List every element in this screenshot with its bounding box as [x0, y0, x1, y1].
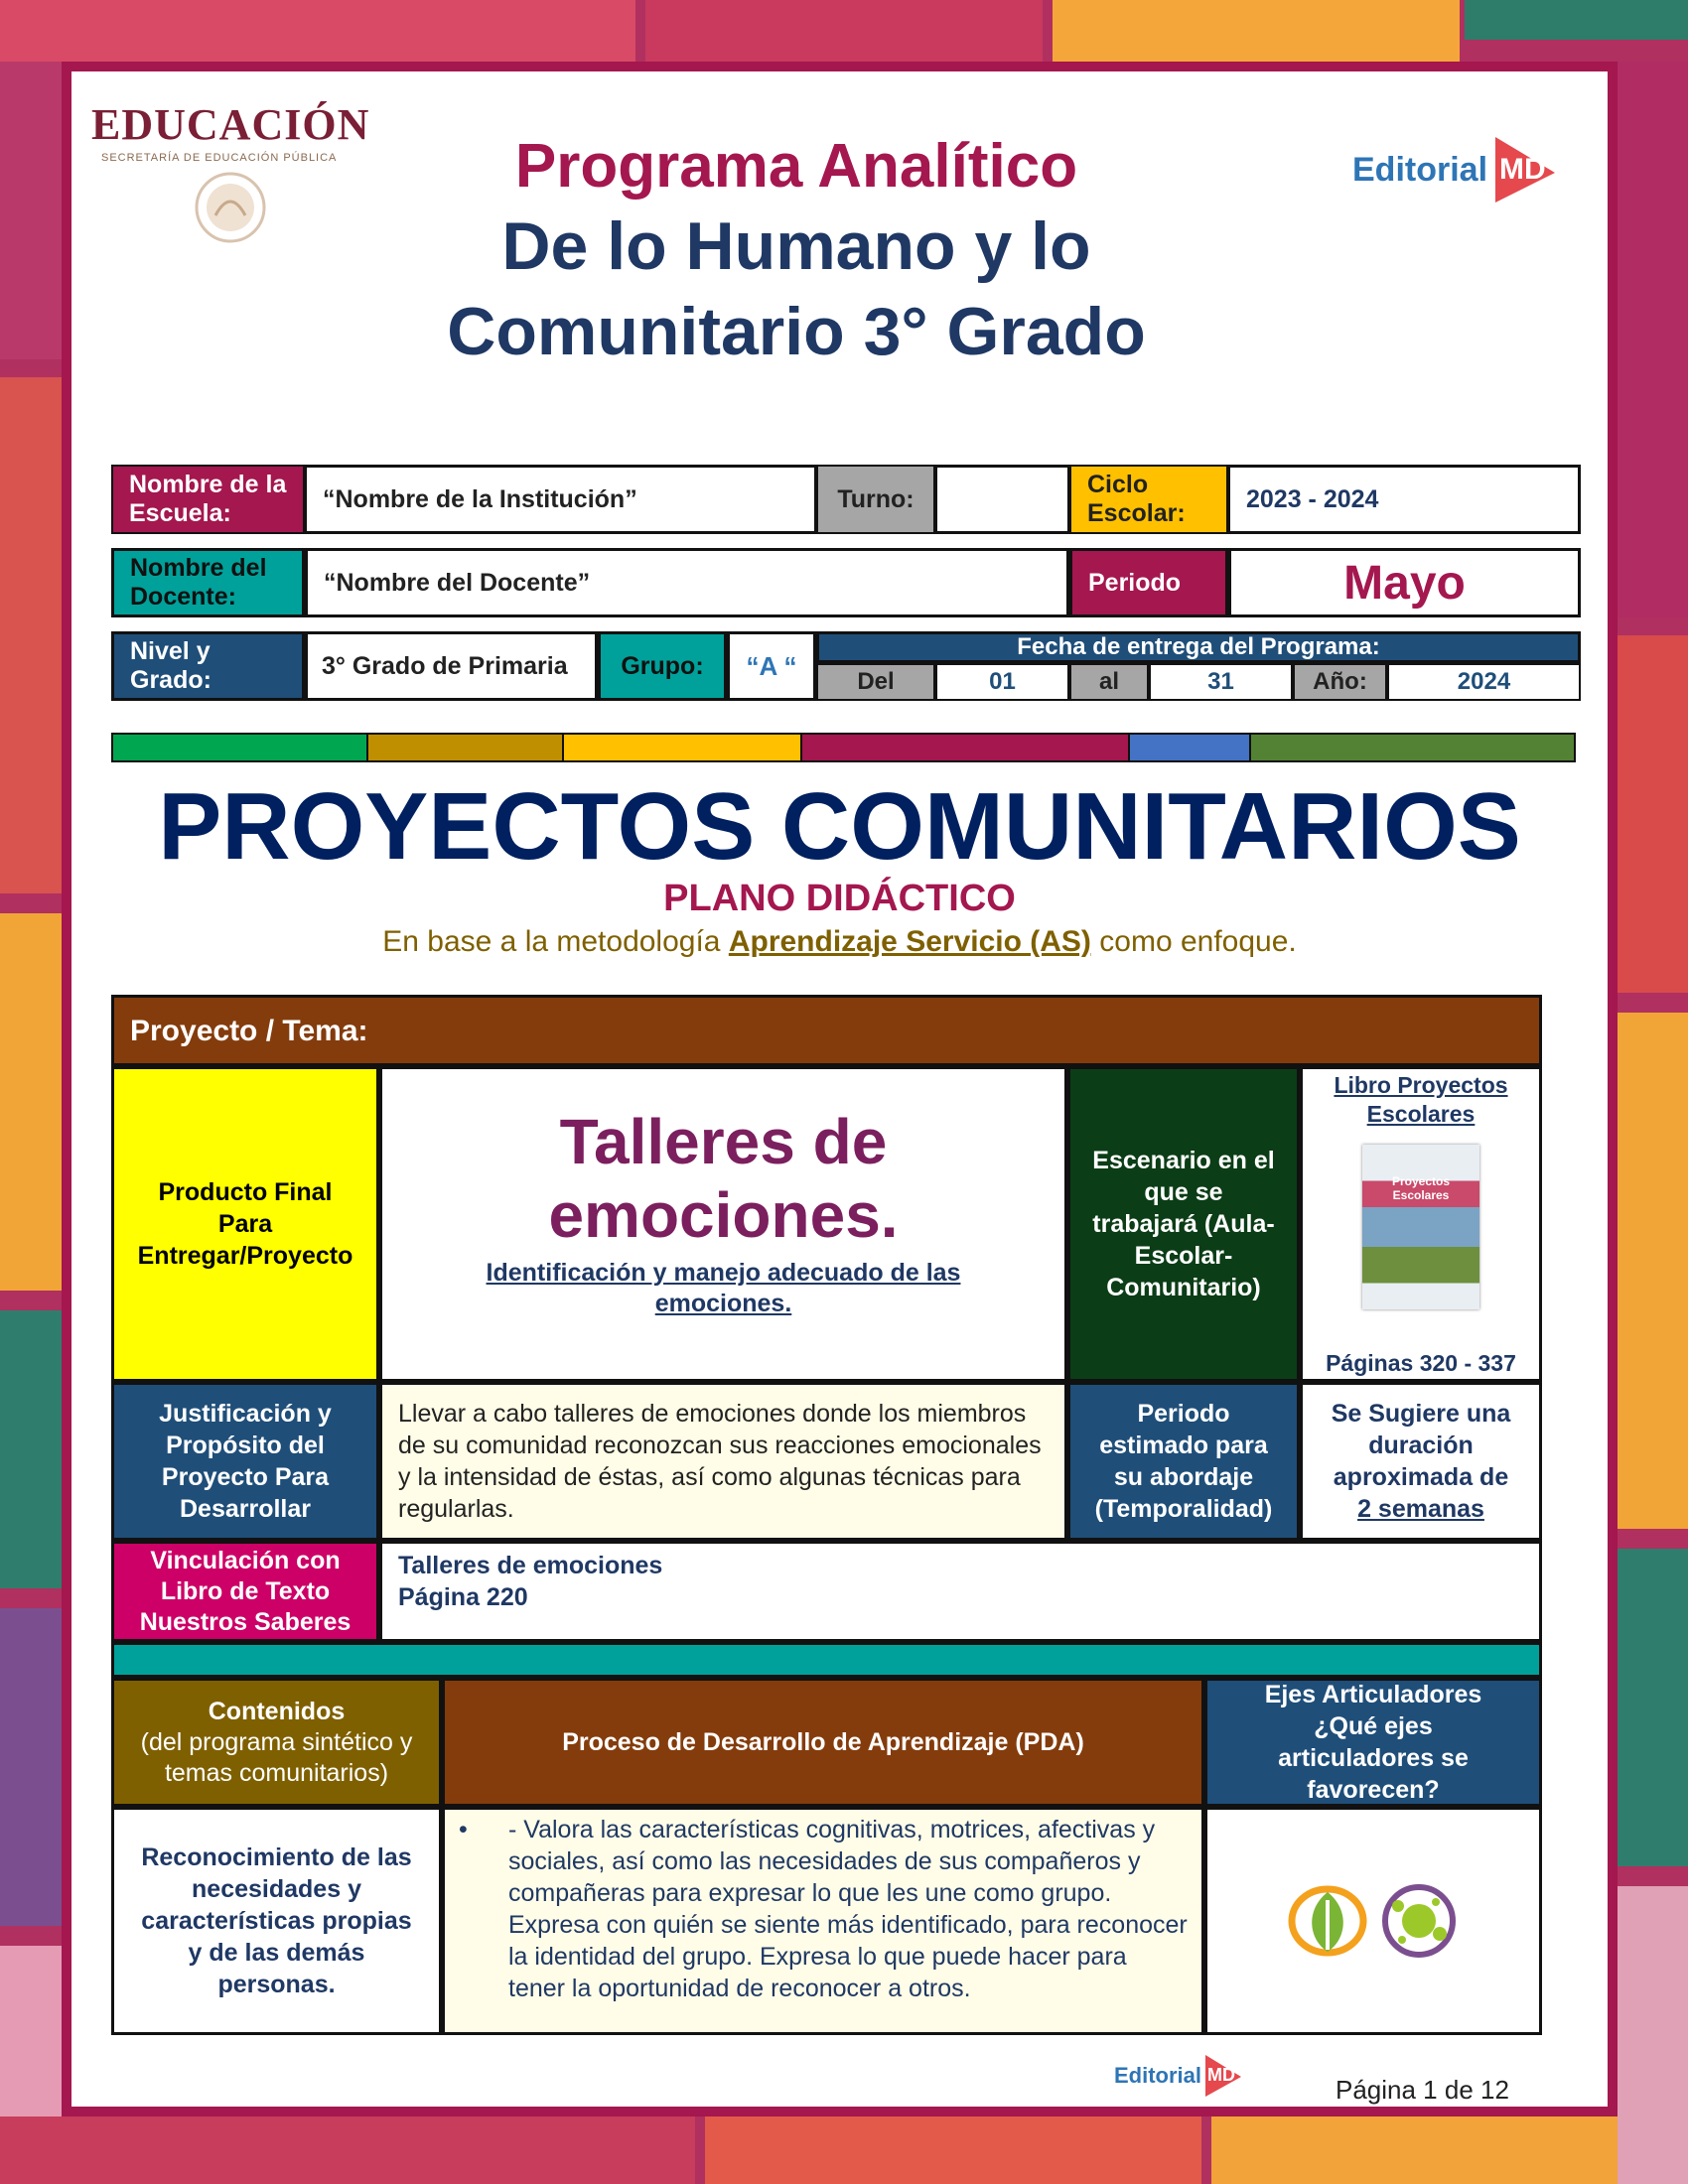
periodo-value: Mayo: [1228, 548, 1581, 617]
del-label: Del: [816, 663, 935, 701]
editorial-md-logo: [1352, 133, 1559, 206]
stripe-magenta: [802, 735, 1130, 760]
md-mark: MD: [1491, 133, 1559, 206]
background-tile: [1465, 0, 1688, 40]
vinculacion-label: Vinculación con Libro de Texto Nuestros Saberes: [111, 1541, 379, 1642]
sub-heading: PLANO DIDÁCTICO: [663, 878, 1016, 919]
background-tile: [0, 1310, 62, 1588]
stripe-blue: [1130, 735, 1251, 760]
method-suffix: como enfoque.: [1090, 925, 1297, 958]
title-line2: De lo Humano y lo: [501, 208, 1091, 284]
nivel-label: Nivel y Grado:: [111, 631, 305, 701]
stripe-green: [113, 735, 368, 760]
page-number: Página 1 de 12: [1336, 2075, 1509, 2105]
contenidos-header: [111, 1678, 442, 1807]
project-title-cell: [379, 1066, 1067, 1382]
book-cover-image: [1362, 1145, 1479, 1309]
background-tile: [1618, 635, 1688, 993]
ejes-cell: [1204, 1807, 1542, 2035]
background-tile: [0, 377, 62, 893]
footer-md-mark: MD: [1207, 2065, 1236, 2085]
background-tile: [0, 62, 62, 359]
producto-label: Producto Final Para Entregar/Proyecto: [111, 1066, 379, 1382]
periodo-estimado-label: Periodo estimado para su abordaje (Temporalidad): [1067, 1382, 1300, 1541]
grupo-value: “A “: [727, 631, 816, 701]
footer-editorial-logo: [1114, 2053, 1243, 2099]
paginas: Páginas 320 - 337: [1326, 1350, 1516, 1376]
nivel-value: 3° Grado de Primaria: [305, 631, 598, 701]
pda-bullet: •: [459, 1816, 468, 1843]
fecha-label: Fecha de entrega del Programa:: [816, 631, 1581, 663]
background-tile: [1618, 1549, 1688, 1866]
pda-text: - Valora las características cognitivas, motrices, afectivas y sociales, así como las necesidades de sus compañeros y compañeras para expresar lo que les une como grupo. Expresa con quién se siente más identificado, para reconocer la identidad del grupo. Expresa lo que puede hacer para tener la oportunidad de reconocer a otros.: [508, 1816, 1188, 2002]
title-line3: Comunitario 3° Grado: [447, 294, 1146, 369]
book-cover-title: Proyectos Escolares: [1391, 1174, 1451, 1202]
ciclo-value: 2023 - 2024: [1228, 465, 1581, 534]
al-value: 31: [1149, 663, 1293, 701]
stripe-yellow: [564, 735, 802, 760]
background-tile: [0, 2116, 695, 2184]
contenido-text: Reconocimiento de las necesidades y características propias y de las demás personas.: [111, 1807, 442, 2035]
libro-link[interactable]: Libro Proyectos Escolares: [1334, 1072, 1508, 1127]
libro-cell: [1300, 1066, 1542, 1382]
paint-splash-axis-icon: [1378, 1880, 1460, 1962]
document-page: [62, 62, 1618, 2116]
docente-value: “Nombre del Docente”: [305, 548, 1069, 617]
contenidos-title: Contenidos: [208, 1697, 346, 1725]
ejes-header: Ejes Articuladores ¿Qué ejes articuladores se favorecen?: [1204, 1678, 1542, 1807]
duracion-cell: [1300, 1382, 1542, 1541]
sep-logo-subtitle: SECRETARÍA DE EDUCACIÓN PÚBLICA: [101, 152, 338, 164]
color-stripe: [111, 733, 1576, 762]
background-tile: [1618, 1886, 1688, 2184]
project-subtitle: Identificación y manejo adecuado de las emociones.: [486, 1259, 961, 1317]
background-tile: [1211, 2116, 1618, 2184]
background-tile: [0, 913, 62, 1291]
method-line: [71, 925, 1608, 959]
al-label: al: [1069, 663, 1149, 701]
escenario-label: Escenario en el que se trabajará (Aula-Escolar-Comunitario): [1067, 1066, 1300, 1382]
pda-header: Proceso de Desarrollo de Aprendizaje (PDA): [442, 1678, 1204, 1807]
justificacion-text: Llevar a cabo talleres de emociones donde los miembros de su comunidad reconozcan sus reacciones emocionales y la intensidad de éstas, así como algunas técnicas para regularlas.: [379, 1382, 1067, 1541]
anio-value: 2024: [1387, 663, 1581, 701]
background-tile: [1053, 0, 1460, 62]
turno-label: Turno:: [816, 465, 935, 534]
main-heading: PROYECTOS COMUNITARIOS: [158, 773, 1521, 880]
background-tile: [645, 0, 1043, 62]
editorial-word: Editorial: [1352, 150, 1488, 189]
background-tile: [1618, 1013, 1688, 1529]
duracion-link: 2 semanas: [1357, 1495, 1484, 1523]
justificacion-label: Justificación y Propósito del Proyecto Para Desarrollar: [111, 1382, 379, 1541]
method-prefix: En base a la metodología: [382, 925, 729, 958]
del-value: 01: [935, 663, 1069, 701]
background-tile: [1618, 62, 1688, 617]
periodo-label: Periodo: [1069, 548, 1228, 617]
escuela-label: Nombre de la Escuela:: [111, 465, 305, 534]
footer-editorial-word: Editorial: [1114, 2063, 1202, 2088]
ciclo-label: Ciclo Escolar:: [1069, 465, 1228, 534]
vinculacion-cell: [379, 1541, 1542, 1642]
vinculacion-line1: Talleres de emociones: [398, 1552, 663, 1579]
background-tile: [0, 1608, 62, 1926]
background-tile: [705, 2116, 1201, 2184]
project-title: Talleres de emociones.: [548, 1106, 899, 1251]
document-title: [300, 131, 1293, 373]
national-seal-icon: [186, 168, 275, 247]
escuela-value: “Nombre de la Institución”: [305, 465, 816, 534]
vinculacion-line2: Página 220: [398, 1583, 528, 1611]
grupo-label: Grupo:: [598, 631, 727, 701]
title-line1: Programa Analítico: [514, 132, 1078, 201]
leaf-axis-icon: [1287, 1880, 1368, 1962]
docente-label: Nombre del Docente:: [111, 548, 305, 617]
anio-label: Año:: [1293, 663, 1387, 701]
turno-value: [935, 465, 1069, 534]
pda-cell: [442, 1807, 1204, 2035]
teal-divider: [111, 1642, 1542, 1678]
duracion-text: Se Sugiere una duración aproximada de: [1331, 1400, 1511, 1491]
contenidos-sub: (del programa sintético y temas comunitarios): [140, 1727, 413, 1787]
project-header: Proyecto / Tema:: [111, 995, 1542, 1066]
stripe-ochre: [368, 735, 564, 760]
method-link[interactable]: Aprendizaje Servicio (AS): [728, 925, 1091, 958]
sep-logo-text: EDUCACIÓN: [91, 100, 370, 149]
background-tile: [0, 0, 635, 62]
stripe-olive: [1251, 735, 1574, 760]
